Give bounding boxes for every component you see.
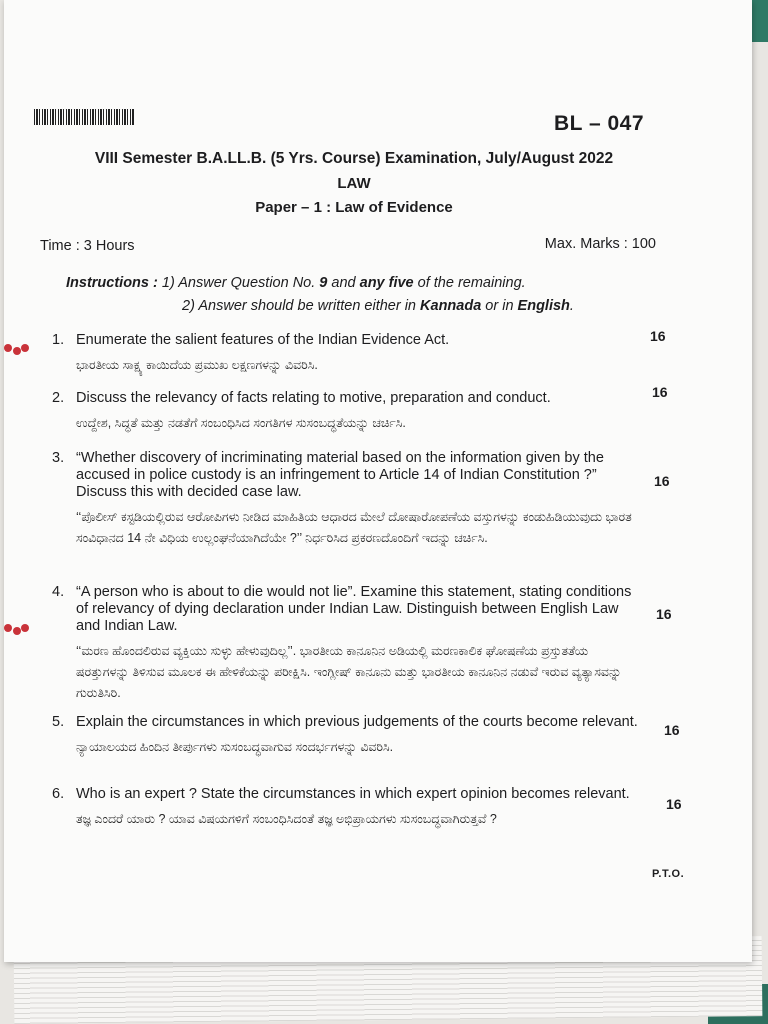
instruction-text: of the remaining. xyxy=(413,275,526,291)
question-number: 2. xyxy=(52,390,65,406)
binder-string-icon xyxy=(4,622,30,636)
question-3 xyxy=(52,450,642,549)
question-number: 4. xyxy=(52,584,65,600)
question-text-english: Discuss the relevancy of facts relating to motive, preparation and conduct. xyxy=(76,390,551,406)
question-text-kannada: ಭಾರತೀಯ ಸಾಕ್ಷ್ಯ ಕಾಯಿದೆಯ ಪ್ರಮುಖ ಲಕ್ಷಣಗಳನ್ನು ವಿವರಿಸಿ. xyxy=(76,358,318,372)
question-text-english: “Whether discovery of incriminating material based on the information given by the accused in police custody is an infringement to Article 14 of Indian Constitution ?” Discuss this with decided case law. xyxy=(76,450,604,500)
question-number: 1. xyxy=(52,332,65,348)
instruction-text: and xyxy=(327,275,360,291)
max-marks: Max. Marks : 100 xyxy=(544,236,656,252)
instruction-row-2 xyxy=(66,295,574,318)
instruction-text: 1) Answer Question No. xyxy=(161,275,320,291)
instruction-emphasis: English xyxy=(517,298,570,314)
barcode-icon xyxy=(34,109,134,125)
instruction-emphasis: 9 xyxy=(319,275,328,291)
question-number: 5. xyxy=(52,714,65,730)
instruction-row-1 xyxy=(66,272,574,295)
question-6 xyxy=(52,786,642,830)
binder-string-icon xyxy=(4,342,30,356)
time-allowed: Time : 3 Hours xyxy=(40,238,135,254)
question-number: 6. xyxy=(52,786,65,802)
question-marks: 16 xyxy=(650,328,666,344)
question-text-english: “A person who is about to die would not lie”. Examine this statement, stating conditions of relevancy of dying declaration under Indian Law. Distinguish between English Law and Indian Law. xyxy=(76,584,632,634)
instruction-text: 2) Answer should be written either in xyxy=(182,298,421,314)
instruction-emphasis: Kannada xyxy=(420,298,482,314)
instruction-text: or in xyxy=(481,298,518,314)
question-marks: 16 xyxy=(652,384,668,400)
question-5 xyxy=(52,714,642,758)
instruction-emphasis: any five xyxy=(359,275,414,291)
question-marks: 16 xyxy=(666,796,682,812)
question-text-english: Explain the circumstances in which previous judgements of the courts become relevant. xyxy=(76,714,638,730)
question-text-kannada: ನ್ಯಾಯಾಲಯದ ಹಿಂದಿನ ತೀರ್ಪುಗಳು ಸುಸಂಬದ್ಧವಾಗುವ ಸಂದರ್ಭಗಳನ್ನು ವಿವರಿಸಿ. xyxy=(76,740,394,754)
exam-paper-sheet xyxy=(4,0,752,962)
question-marks: 16 xyxy=(654,473,670,489)
paper-code: BL – 047 xyxy=(554,112,644,135)
question-text-english: Who is an expert ? State the circumstances in which expert opinion becomes relevant. xyxy=(76,786,630,802)
paper-title: Paper – 1 : Law of Evidence xyxy=(255,199,453,216)
question-text-english: Enumerate the salient features of the Indian Evidence Act. xyxy=(76,332,450,348)
question-text-kannada: ತಜ್ಞ ಎಂದರೆ ಯಾರು ? ಯಾವ ವಿಷಯಗಳಿಗೆ ಸಂಬಂಧಿಸಿದಂತೆ ತಜ್ಞ ಅಭಿಪ್ರಾಯಗಳು ಸುಸಂಬದ್ಧವಾಗಿರುತ್ತವೆ ? xyxy=(76,812,497,826)
question-2 xyxy=(52,390,642,434)
question-text-kannada: ‘‘ಮರಣ ಹೊಂದಲಿರುವ ವ್ಯಕ್ತಿಯು ಸುಳ್ಳು ಹೇಳುವುದಿಲ್ಲ’’. ಭಾರತೀಯ ಕಾನೂನಿನ ಅಡಿಯಲ್ಲಿ ಮರಣಕಾಲಿಕ ಘೋಷಣೆಯ ಪ್ರಸ್ತುತತೆಯ ಷರತ್ತುಗಳನ್ನು ತಿಳಿಸುವ ಮೂಲಕ ಈ ಹೇಳಿಕೆಯನ್ನು ಪರೀಕ್ಷಿಸಿ. ಇಂಗ್ಲೀಷ್ ಕಾನೂನು ಮತ್ತು ಭಾರತೀಯ ಕಾನೂನಿನ ನಡುವೆ ಇರುವ ವ್ಯತ್ಯಾಸವನ್ನು ಗುರುತಿಸಿರಿ. xyxy=(76,644,622,700)
exam-title: VIII Semester B.A.LL.B. (5 Yrs. Course) Examination, July/August 2022 xyxy=(94,150,614,167)
instruction-text: . xyxy=(569,298,574,314)
question-marks: 16 xyxy=(656,606,672,622)
subject-title: LAW xyxy=(337,175,371,192)
question-4 xyxy=(52,584,642,704)
question-1 xyxy=(52,332,642,376)
question-marks: 16 xyxy=(664,722,680,738)
question-text-kannada: ಉದ್ದೇಶ, ಸಿದ್ಧತೆ ಮತ್ತು ನಡತೆಗೆ ಸಂಬಂಧಿಸಿದ ಸಂಗತಿಗಳ ಸುಸಂಬದ್ಧತೆಯನ್ನು ಚರ್ಚಿಸಿ. xyxy=(76,416,406,430)
page-turn-note: P.T.O. xyxy=(652,868,685,880)
question-number: 3. xyxy=(52,450,65,466)
question-text-kannada: ‘‘ಪೊಲೀಸ್ ಕಸ್ಟಡಿಯಲ್ಲಿರುವ ಆರೋಪಿಗಳು ನೀಡಿದ ಮಾಹಿತಿಯ ಆಧಾರದ ಮೇಲೆ ದೋಷಾರೋಪಣೆಯ ವಸ್ತುಗಳನ್ನು ಕಂಡುಹಿಡಿಯುವುದು ಭಾರತ ಸಂವಿಧಾನದ 14 ನೇ ವಿಧಿಯ ಉಲ್ಲಂಘನೆಯಾಗಿದೆಯೇ ?’’ ನಿರ್ಧರಿಸಿದ ಪ್ರಕರಣದೊಂದಿಗೆ ಇದನ್ನು ಚರ್ಚಿಸಿ. xyxy=(76,510,632,545)
instructions-label: Instructions : xyxy=(66,275,158,291)
instructions xyxy=(66,272,574,318)
